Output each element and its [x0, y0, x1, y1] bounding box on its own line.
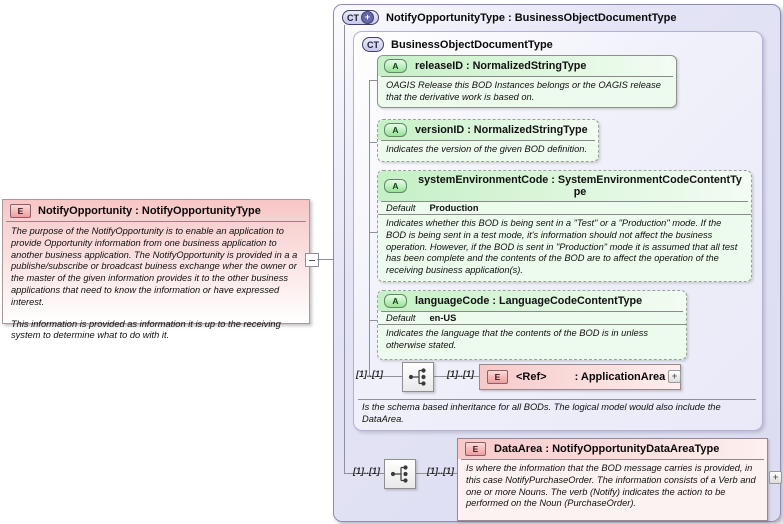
attribute-description: Indicates the language that the contents of the BOD is in unless otherwise stated. [386, 328, 649, 350]
cardinality-label: [1]..[1] [447, 369, 474, 379]
ref-element-type: : ApplicationArea [574, 371, 666, 383]
cardinality-label: [1]..[1] [427, 466, 454, 476]
expand-button[interactable]: + [668, 370, 681, 383]
dataarea-description: Is where the information that the BOD message carries is provided, in this case NotifyPurchaseOrder. The information consists of a Verb and one or more Nouns. The verb (Notify) indicates the action to be performed on the Noun (PurchaseOrder). [466, 463, 756, 509]
base-type-footer-note: Is the schema based inheritance for all BODs. The logical model would also include the DataArea. [362, 402, 721, 424]
attribute-badge-icon: A [384, 294, 407, 308]
default-value-row [378, 312, 686, 325]
complex-type-badge-icon [342, 10, 379, 25]
sequence-compositor-icon[interactable] [384, 459, 416, 489]
attribute-box-languagecode[interactable] [377, 290, 687, 360]
attribute-box-releaseid[interactable] [377, 55, 677, 108]
minus-glyph [309, 260, 315, 261]
expand-button[interactable]: + [769, 471, 782, 484]
connector-line [369, 80, 370, 376]
attribute-badge-icon: A [384, 123, 407, 137]
notify-opportunity-type-container[interactable] [333, 4, 781, 522]
default-label: Default [386, 203, 416, 213]
default-label: Default [386, 313, 416, 323]
attribute-box-versionid[interactable] [377, 119, 599, 162]
sequence-glyph [407, 367, 429, 387]
cardinality-label: [1]..[1] [356, 369, 383, 379]
default-value: Production [429, 203, 479, 213]
attribute-description: OAGIS Release this BOD Instances belongs or the OAGIS release that the derivative work is based on. [386, 80, 661, 102]
connector-line [317, 259, 334, 260]
sequence-compositor-icon[interactable] [402, 362, 434, 392]
attribute-badge-icon: A [384, 179, 407, 193]
cardinality-label: [1]..[1] [353, 466, 380, 476]
dataarea-title: DataArea : NotifyOpportunityDataAreaType [494, 443, 720, 455]
complex-type-header [342, 10, 677, 25]
description-paragraph: The purpose of the NotifyOpportunity is to enable an application to provide Opportunity information from one business application to another business application. The NotifyOpportunity is provided in a a publishe/subscribe or broadcast buiness exchange wher the owner or the master of the given information provides it to the other business applications that need to know the information or have expressed interest. [11, 226, 298, 307]
attribute-title: versionID : NormalizedStringType [415, 124, 588, 136]
connector-line [369, 142, 377, 143]
connector-line [344, 25, 345, 474]
complex-type-title: NotifyOpportunityType : BusinessObjectDocumentType [386, 11, 677, 24]
connector-line [369, 232, 377, 233]
ref-element-box[interactable] [479, 364, 681, 390]
attribute-description: Indicates whether this BOD is being sent in a "Test" or a "Production" mode. If the BOD is being sent in a test mode, it's information should not affect the business operation. However, if the BOD is sent in "Production" mode it is assumed that all test has been complete and the contents of the BOD are to affect the operation of the receiving business application(s). [386, 218, 738, 276]
attribute-box-systemenvironmentcode[interactable] [377, 170, 752, 282]
element-badge-icon: E [465, 442, 486, 456]
description-paragraph: This information is provided as information it is up to the receiving system to determine what to do with it. [11, 318, 281, 341]
attribute-title: languageCode : LanguageCodeContentType [415, 295, 643, 307]
connector-line [369, 80, 377, 81]
attribute-description: Indicates the version of the given BOD definition. [386, 144, 588, 154]
attribute-title: releaseID : NormalizedStringType [415, 60, 587, 72]
default-value-row [378, 202, 751, 215]
collapse-toggle-icon[interactable] [305, 253, 319, 267]
base-type-title: BusinessObjectDocumentType [391, 38, 553, 51]
default-value: en-US [429, 313, 457, 323]
ref-element-name: <Ref> [516, 371, 547, 383]
connector-line [369, 320, 377, 321]
divider [358, 399, 756, 400]
base-type-header [362, 37, 553, 52]
element-title: NotifyOpportunity : NotifyOpportunityType [38, 205, 261, 217]
dataarea-element-box[interactable] [457, 438, 768, 521]
ct-label: CT [367, 39, 379, 50]
element-description [3, 222, 309, 356]
derived-plus-icon: + [361, 11, 374, 24]
complex-type-badge-icon [362, 37, 384, 52]
notify-opportunity-element-box[interactable] [2, 199, 310, 341]
business-object-document-type-container[interactable] [353, 31, 763, 431]
attribute-title: systemEnvironmentCode : SystemEnvironmentCodeContentType [418, 174, 742, 198]
element-badge-icon: E [10, 204, 31, 218]
sequence-glyph [389, 464, 411, 484]
element-badge-icon: E [487, 370, 508, 384]
ct-label: CT [347, 12, 359, 23]
attribute-badge-icon: A [384, 59, 407, 73]
